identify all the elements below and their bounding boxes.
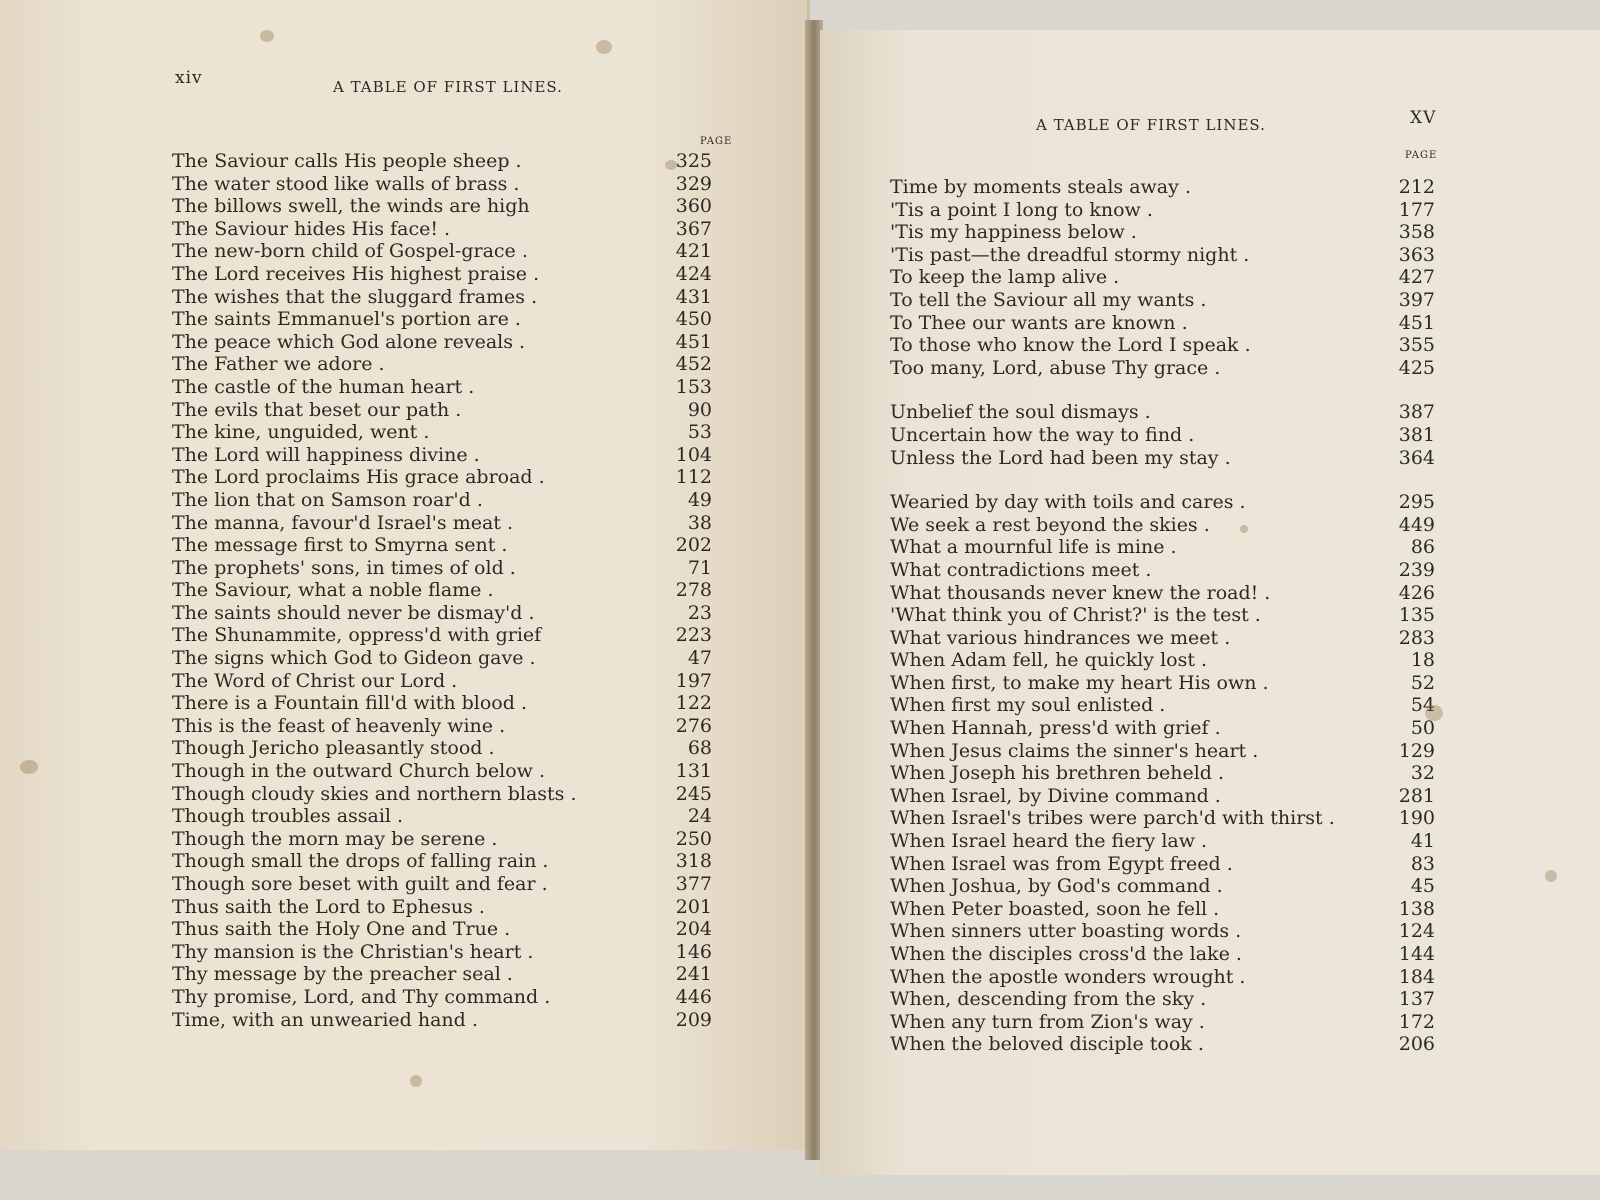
first-line-text: Uncertain how the way to find . — [890, 423, 1195, 446]
first-line-entry — [890, 536, 1510, 559]
page-number: 24 — [687, 805, 712, 828]
first-line-entry — [890, 334, 1510, 357]
first-line-entry — [172, 399, 772, 422]
first-line-text: The water stood like walls of brass . — [172, 172, 520, 195]
first-line-entry — [172, 918, 772, 941]
first-line-text: When the apostle wonders wrought . — [890, 965, 1246, 988]
first-line-entry — [890, 289, 1510, 312]
first-line-text: The manna, favour'd Israel's meat . — [172, 511, 513, 534]
first-lines-list — [172, 150, 772, 1031]
first-line-text: Time by moments steals away . — [890, 176, 1191, 198]
first-line-text: The peace which God alone reveals . — [172, 330, 526, 353]
page-number: 129 — [1398, 739, 1435, 762]
page-number: 212 — [1398, 176, 1435, 198]
page-number: 50 — [1410, 717, 1435, 740]
first-line-text: When Israel heard the fiery law . — [890, 830, 1208, 853]
page-number: 112 — [675, 466, 712, 489]
first-line-entry — [172, 805, 772, 828]
page-number: 124 — [1398, 920, 1435, 943]
page-number: 138 — [1398, 897, 1435, 920]
first-line-entry — [172, 896, 772, 919]
page-number: 449 — [1398, 513, 1435, 536]
first-line-text: Though cloudy skies and northern blasts . — [172, 782, 577, 805]
first-line-text: The saints should never be dismay'd . — [172, 601, 535, 624]
foxing-stain — [1545, 870, 1557, 882]
page-number: 54 — [1410, 694, 1435, 717]
first-line-entry — [890, 559, 1510, 582]
first-line-text: What various hindrances we meet . — [890, 626, 1231, 649]
first-line-text: Though the morn may be serene . — [172, 827, 498, 850]
page-number: 68 — [687, 737, 712, 760]
page-number: 364 — [1398, 446, 1435, 469]
first-lines-list — [890, 176, 1510, 1056]
first-line-entry — [890, 875, 1510, 898]
first-line-entry — [172, 557, 772, 580]
page-number: 122 — [675, 692, 712, 715]
first-line-entry — [172, 624, 772, 647]
first-line-entry — [890, 740, 1510, 763]
page-number: 427 — [1398, 266, 1435, 289]
first-line-text: Though Jericho pleasantly stood . — [172, 737, 495, 760]
page-number: 452 — [675, 353, 712, 376]
running-head: A TABLE OF FIRST LINES. — [1036, 116, 1266, 134]
first-line-text: When Joseph his brethren beheld . — [890, 762, 1225, 785]
page-number: 144 — [1398, 943, 1435, 965]
page-number: 358 — [1398, 221, 1435, 244]
first-line-text: 'Tis past—the dreadful stormy night . — [890, 243, 1250, 266]
page-number: 184 — [1398, 965, 1435, 988]
page-number: 209 — [675, 1008, 712, 1031]
first-line-entry — [890, 491, 1510, 514]
foxing-stain — [596, 40, 612, 54]
page-number: 450 — [675, 308, 712, 331]
foxing-stain — [20, 760, 38, 774]
first-line-text: Though sore beset with guilt and fear . — [172, 873, 548, 895]
first-line-text: When the disciples cross'd the lake . — [890, 943, 1242, 965]
page-number: 52 — [1410, 671, 1435, 694]
page-number: 131 — [675, 760, 712, 783]
page-number: 421 — [675, 240, 712, 263]
page-number: 190 — [1398, 807, 1435, 830]
page-number: 223 — [675, 624, 712, 647]
first-line-entry — [172, 195, 772, 218]
first-line-entry — [172, 534, 772, 557]
first-line-text: The Shunammite, oppress'd with grief — [172, 624, 542, 647]
first-line-text: Though small the drops of falling rain . — [172, 850, 549, 873]
page-number: 250 — [675, 827, 712, 850]
first-line-entry — [890, 582, 1510, 605]
page-number: 104 — [675, 443, 712, 466]
page-number: 397 — [1398, 288, 1435, 311]
page-number: 451 — [1398, 311, 1435, 334]
first-line-text: Unless the Lord had been my stay . — [890, 446, 1231, 469]
first-line-text: To Thee our wants are known . — [890, 311, 1188, 334]
page-number: 204 — [675, 918, 712, 941]
first-line-text: The Lord receives His highest praise . — [172, 262, 540, 285]
first-line-entry — [890, 966, 1510, 989]
first-line-text: 'Tis my happiness below . — [890, 221, 1137, 244]
first-line-text: The new-born child of Gospel-grace . — [172, 240, 528, 263]
page-number: 283 — [1398, 626, 1435, 649]
page-number: 329 — [675, 172, 712, 195]
folio: XV — [1410, 108, 1437, 128]
first-line-text: When sinners utter boasting words . — [890, 920, 1242, 943]
first-line-text: What contradictions meet . — [890, 558, 1152, 581]
first-line-entry — [890, 176, 1510, 199]
page-number: 201 — [675, 895, 712, 918]
first-line-entry — [172, 466, 772, 489]
page-number: 325 — [675, 150, 712, 172]
first-line-text: The evils that beset our path . — [172, 398, 462, 421]
first-line-entry — [172, 783, 772, 806]
first-line-text: When Jesus claims the sinner's heart . — [890, 739, 1259, 762]
first-line-entry — [172, 489, 772, 512]
first-line-entry — [172, 218, 772, 241]
first-line-text: The castle of the human heart . — [172, 375, 475, 398]
page-number: 90 — [687, 398, 712, 421]
first-line-text: The Saviour, what a noble flame . — [172, 579, 494, 602]
first-line-entry — [172, 1009, 772, 1032]
first-line-entry — [172, 986, 772, 1009]
first-line-text: We seek a rest beyond the skies . — [890, 513, 1210, 536]
page-number: 38 — [687, 511, 712, 534]
page-number: 49 — [687, 488, 712, 511]
first-line-entry — [890, 604, 1510, 627]
first-line-text: The Lord will happiness divine . — [172, 443, 480, 466]
page-number: 426 — [1398, 581, 1435, 604]
first-line-entry — [172, 353, 772, 376]
page-number: 281 — [1398, 784, 1435, 807]
page-number: 18 — [1410, 649, 1435, 672]
first-line-text: 'Tis a point I long to know . — [890, 198, 1153, 221]
foxing-stain — [665, 160, 677, 170]
first-line-text: When first my soul enlisted . — [890, 694, 1166, 717]
first-line-entry — [890, 221, 1510, 244]
first-line-entry — [172, 692, 772, 715]
page-number: 53 — [687, 421, 712, 444]
first-line-text: What a mournful life is mine . — [890, 536, 1177, 559]
first-line-entry — [890, 649, 1510, 672]
first-line-text: When the beloved disciple took . — [890, 1033, 1204, 1056]
first-line-text: Thus saith the Lord to Ephesus . — [172, 895, 485, 918]
first-line-text: The Saviour calls His people sheep . — [172, 150, 522, 172]
first-line-text: When first, to make my heart His own . — [890, 671, 1269, 694]
group-spacer — [890, 469, 1510, 491]
running-head: A TABLE OF FIRST LINES. — [333, 78, 563, 96]
foxing-stain — [410, 1075, 422, 1087]
page-number: 172 — [1398, 1010, 1435, 1033]
first-line-entry — [890, 1033, 1510, 1056]
first-line-text: The Saviour hides His face! . — [172, 217, 451, 240]
first-line-text: The message first to Smyrna sent . — [172, 534, 508, 557]
first-line-text: When any turn from Zion's way . — [890, 1010, 1205, 1033]
first-line-entry — [890, 244, 1510, 267]
first-line-entry — [890, 807, 1510, 830]
page-number: 153 — [675, 375, 712, 398]
first-line-entry — [172, 647, 772, 670]
first-line-entry — [890, 627, 1510, 650]
first-line-text: When Israel's tribes were parch'd with thirst . — [890, 807, 1335, 830]
first-line-text: Though in the outward Church below . — [172, 760, 545, 783]
first-line-text: Thus saith the Holy One and True . — [172, 918, 511, 941]
first-line-entry — [890, 920, 1510, 943]
first-line-text: Thy promise, Lord, and Thy command . — [172, 985, 551, 1008]
page-number: 146 — [675, 940, 712, 963]
page-number: 425 — [1398, 356, 1435, 379]
first-line-text: The Lord proclaims His grace abroad . — [172, 466, 545, 489]
page-number: 360 — [675, 195, 712, 218]
page-number: 318 — [675, 850, 712, 873]
page-number: 86 — [1410, 536, 1435, 559]
first-line-text: When Israel was from Egypt freed . — [890, 852, 1233, 875]
first-line-text: The Father we adore . — [172, 353, 385, 376]
first-line-entry — [890, 898, 1510, 921]
first-line-text: Thy mansion is the Christian's heart . — [172, 940, 534, 963]
first-line-entry — [172, 421, 772, 444]
first-line-entry — [172, 308, 772, 331]
first-line-entry — [890, 447, 1510, 470]
first-line-text: 'What think you of Christ?' is the test . — [890, 604, 1261, 627]
page-number: 363 — [1398, 243, 1435, 266]
first-line-text: The lion that on Samson roar'd . — [172, 488, 483, 511]
page-number: 197 — [675, 669, 712, 692]
first-line-text: When, descending from the sky . — [890, 988, 1207, 1011]
first-line-entry — [890, 672, 1510, 695]
first-line-entry — [890, 717, 1510, 740]
page-number: 202 — [675, 534, 712, 557]
page-number: 424 — [675, 262, 712, 285]
first-line-text: The kine, unguided, went . — [172, 421, 430, 444]
first-line-text: When Joshua, by God's command . — [890, 875, 1223, 898]
page-number: 451 — [675, 330, 712, 353]
first-line-entry — [890, 1011, 1510, 1034]
group-spacer — [890, 379, 1510, 401]
first-line-entry — [890, 785, 1510, 808]
first-line-entry — [172, 286, 772, 309]
page-number: 241 — [675, 963, 712, 986]
first-line-text: The wishes that the sluggard frames . — [172, 285, 538, 308]
page-number: 206 — [1398, 1033, 1435, 1056]
first-line-text: This is the feast of heavenly wine . — [172, 714, 506, 737]
first-line-entry — [172, 850, 772, 873]
first-line-text: To tell the Saviour all my wants . — [890, 288, 1207, 311]
left-page — [0, 0, 810, 1150]
page-number: 177 — [1398, 198, 1435, 221]
page-number: 276 — [675, 714, 712, 737]
first-line-text: When Hannah, press'd with grief . — [890, 717, 1221, 740]
first-line-entry — [890, 514, 1510, 537]
page-number: 295 — [1398, 491, 1435, 514]
first-line-entry — [172, 263, 772, 286]
foxing-stain — [260, 30, 274, 42]
first-line-entry — [890, 357, 1510, 380]
first-line-entry — [172, 873, 772, 896]
page-number: 355 — [1398, 334, 1435, 357]
first-line-entry — [890, 853, 1510, 876]
page-number: 23 — [687, 601, 712, 624]
first-line-text: The saints Emmanuel's portion are . — [172, 308, 521, 331]
first-line-text: There is a Fountain fill'd with blood . — [172, 692, 527, 715]
first-line-text: Though troubles assail . — [172, 805, 404, 828]
page-number: 45 — [1410, 875, 1435, 898]
page-number: 245 — [675, 782, 712, 805]
first-line-entry — [890, 943, 1510, 966]
first-line-text: Wearied by day with toils and cares . — [890, 491, 1246, 514]
foxing-stain — [1425, 705, 1443, 721]
page-number: 367 — [675, 217, 712, 240]
first-line-text: When Israel, by Divine command . — [890, 784, 1221, 807]
foxing-stain — [1240, 525, 1248, 533]
first-line-text: The signs which God to Gideon gave . — [172, 647, 536, 670]
page-column-label: PAGE — [700, 136, 733, 147]
first-line-text: The prophets' sons, in times of old . — [172, 556, 516, 579]
first-line-entry — [172, 602, 772, 625]
first-line-entry — [172, 331, 772, 354]
first-line-entry — [172, 173, 772, 196]
page-number: 387 — [1398, 401, 1435, 424]
first-line-entry — [172, 444, 772, 467]
first-line-text: When Peter boasted, soon he fell . — [890, 897, 1220, 920]
first-line-entry — [172, 150, 772, 173]
first-line-entry — [890, 762, 1510, 785]
first-line-entry — [172, 579, 772, 602]
page-number: 41 — [1410, 830, 1435, 853]
first-line-entry — [172, 828, 772, 851]
page-number: 135 — [1398, 604, 1435, 627]
first-line-entry — [172, 240, 772, 263]
page-number: 47 — [687, 647, 712, 670]
page-column-label: PAGE — [1405, 150, 1438, 161]
first-line-entry — [172, 941, 772, 964]
first-line-text: Thy message by the preacher seal . — [172, 963, 513, 986]
first-line-text: What thousands never knew the road! . — [890, 581, 1271, 604]
right-page — [820, 30, 1600, 1175]
first-line-entry — [172, 760, 772, 783]
page-number: 278 — [675, 579, 712, 602]
page-number: 32 — [1410, 762, 1435, 785]
first-line-text: When Adam fell, he quickly lost . — [890, 649, 1208, 672]
first-line-entry — [890, 401, 1510, 424]
page-number: 431 — [675, 285, 712, 308]
first-line-entry — [890, 424, 1510, 447]
page-number: 381 — [1398, 423, 1435, 446]
first-line-text: To keep the lamp alive . — [890, 266, 1120, 289]
first-line-entry — [172, 376, 772, 399]
first-line-entry — [890, 830, 1510, 853]
first-line-entry — [890, 199, 1510, 222]
first-line-text: Time, with an unwearied hand . — [172, 1008, 478, 1031]
first-line-entry — [172, 737, 772, 760]
page-number: 377 — [675, 873, 712, 895]
page-number: 239 — [1398, 558, 1435, 581]
first-line-entry — [172, 512, 772, 535]
folio: xiv — [175, 68, 203, 88]
page-number: 71 — [687, 556, 712, 579]
first-line-entry — [890, 312, 1510, 335]
page-number: 446 — [675, 985, 712, 1008]
page-number: 137 — [1398, 988, 1435, 1011]
first-line-entry — [172, 963, 772, 986]
page-number: 83 — [1410, 852, 1435, 875]
first-line-entry — [890, 988, 1510, 1011]
first-line-text: To those who know the Lord I speak . — [890, 334, 1251, 357]
first-line-text: Unbelief the soul dismays . — [890, 401, 1151, 424]
first-line-entry — [172, 670, 772, 693]
first-line-entry — [890, 694, 1510, 717]
first-line-text: The billows swell, the winds are high — [172, 195, 530, 218]
first-line-text: Too many, Lord, abuse Thy grace . — [890, 356, 1221, 379]
first-line-entry — [890, 266, 1510, 289]
first-line-entry — [172, 715, 772, 738]
first-line-text: The Word of Christ our Lord . — [172, 669, 458, 692]
